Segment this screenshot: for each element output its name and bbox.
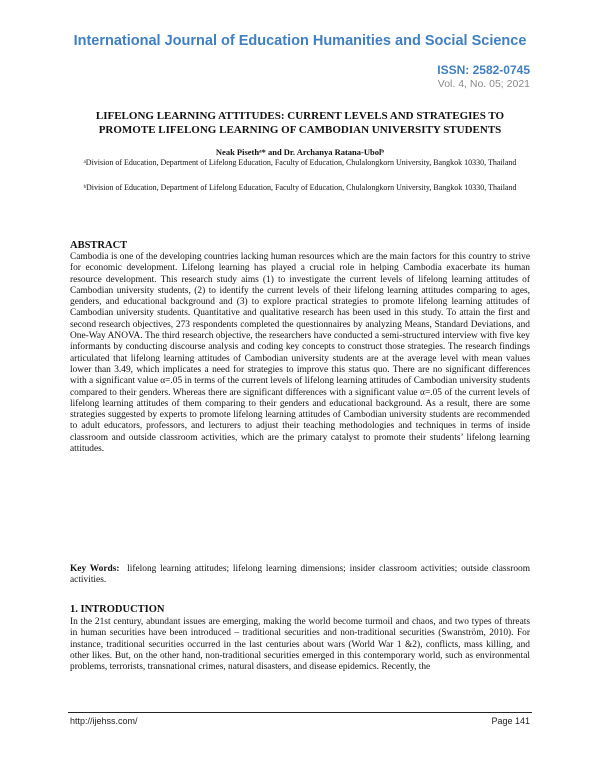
page-number: Page 141	[491, 716, 530, 726]
volume-issue: Vol. 4, No. 05; 2021	[437, 78, 530, 90]
keywords-label: Key Words:	[70, 564, 120, 574]
affiliation-a: ᵃDivision of Education, Department of Lifelong Education, Faculty of Education, Chulalongkorn University, Bangkok 10330, Thailand	[83, 158, 517, 167]
paper-title: LIFELONG LEARNING ATTITUDES: CURRENT LEVELS AND STRATEGIES TO PROMOTE LIFELONG LEARNING OF CAMBODIAN UNIVERSITY STUDENTS	[95, 110, 505, 136]
introduction-heading: 1. INTRODUCTION	[70, 604, 165, 615]
footer-divider	[68, 712, 532, 713]
keywords-text: lifelong learning attitudes; lifelong learning dimensions; insider classroom activities; outside classroom activities.	[70, 564, 530, 586]
authors: Neak Pisethᵃ* and Dr. Archanya Ratana-Ubolᵇ	[215, 147, 385, 157]
footer-url-link[interactable]: http://ijehss.com/	[70, 716, 138, 726]
abstract-body: Cambodia is one of the developing countries lacking human resources which are the main factors for this country to strive for economic development. Lifelong learning has played a crucial role in helping Cambodia exacerbate its human resource development. This research study aims (1) to investigate the current levels of lifelong learning attitudes of Cambodian university students, (2) to identify the current levels of their lifelong learning attitudes comparing to ages, genders, and educational background and (3) to explore practical strategies to promote lifelong learning attitudes of Cambodian university students. Quantitative and qualitative research has been used in this study. To attain the first and second research objectives, 273 respondents completed the questionnaires by analyzing Means, Standard Deviations, and One-Way ANOVA. The third research objective, the researchers have conducted a semi-structured interview with five key informants by conducting discourse analysis and coding key concepts to construct those strategies. The research findings articulated that lifelong learning attitudes of Cambodian university students are at the average level with mean values lower than 3.49, which implicates a need for strategies to improve this status quo. There are no significant differences with a significant value α=.05 in terms of the current levels of lifelong learning attitudes of Cambodian university students compared to their genders. Whereas there are significant differences with a significant value α=.05 of the current levels of lifelong learning attitudes of them comparing to their genders and educational background. As a result, there are some strategies suggested by experts to promote lifelong learning attitudes of Cambodian university students are recommended to adult educators, professors, and lecturers to adjust their teaching methodologies and techniques in terms of inside classroom and outside classroom activities, which are the primary catalyst to promote their students’ lifelong learning attitudes.	[70, 252, 530, 455]
abstract-heading: ABSTRACT	[70, 240, 128, 251]
journal-title: International Journal of Education Humanities and Social Science	[73, 33, 527, 49]
issn: ISSN: 2582-0745	[437, 63, 530, 77]
affiliation-b: ᵇDivision of Education, Department of Lifelong Education, Faculty of Education, Chulalongkorn University, Bangkok 10330, Thailand	[83, 183, 517, 192]
keywords	[70, 564, 530, 587]
introduction-body: In the 21st century, abundant issues are emerging, making the world become turmoil and chaos, and two types of threats in human securities have been introduced – traditional securities and non-traditional securities (Swanström, 2010). For instance, traditional securities occurred in the last centuries about wars (World War 1 &2), conflicts, mass killing, and other likes. But, on the other hand, non-traditional securities emerged in this contemporary world, such as environmental problems, terrorists, transnational crimes, natural disasters, and disease epidemics. Recently, the	[70, 617, 530, 673]
